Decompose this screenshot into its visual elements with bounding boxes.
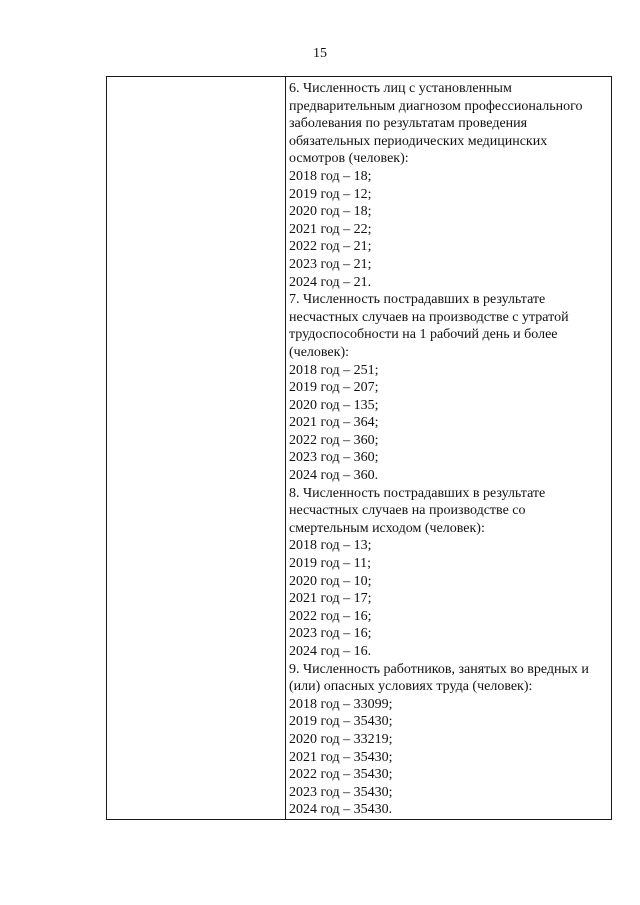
- indicator-heading-line: 6. Численность лиц с установленным: [289, 81, 512, 96]
- indicator-heading-line: заболевания по результатам проведения: [289, 116, 528, 132]
- year-value-line: 2022 год – 16;: [289, 608, 372, 624]
- year-value-line: 2018 год – 13;: [289, 538, 372, 554]
- indicator-block-7: [289, 291, 609, 485]
- year-value-line: 2023 год – 35430;: [289, 784, 393, 800]
- indicator-heading-line: 8. Численность пострадавших в результате: [289, 485, 546, 501]
- indicator-block-9: [289, 661, 609, 819]
- indicator-heading-line: 9. Численность работников, занятых во вредных и: [289, 661, 589, 677]
- indicator-heading-line: осмотров (человек):: [289, 151, 409, 167]
- year-value-line: 2019 год – 35430;: [289, 714, 393, 730]
- year-value-line: 2018 год – 251;: [289, 362, 379, 378]
- year-value-line: 2024 год – 360.: [289, 468, 379, 484]
- empty-left-cell: [107, 77, 286, 820]
- year-value-line: 2019 год – 207;: [289, 380, 379, 396]
- year-value-line: 2020 год – 10;: [289, 573, 372, 589]
- indicator-heading-line: предварительным диагнозом профессионального: [289, 98, 583, 114]
- indicator-heading-line: 7. Численность пострадавших в результате: [289, 292, 546, 308]
- page-number: 15: [313, 46, 327, 61]
- indicators-content: [286, 77, 611, 819]
- table-row: [107, 77, 612, 820]
- year-value-line: 2018 год – 33099;: [289, 696, 393, 712]
- year-value-line: 2020 год – 135;: [289, 397, 379, 413]
- year-value-line: 2022 год – 21;: [289, 239, 372, 255]
- indicator-heading-line: (или) опасных условиях труда (человек):: [289, 679, 533, 695]
- year-value-line: 2023 год – 16;: [289, 626, 372, 642]
- indicator-heading-line: трудоспособности на 1 рабочий день и более: [289, 327, 558, 343]
- indicator-heading-line: (человек):: [289, 344, 349, 360]
- year-value-line: 2024 год – 21.: [289, 274, 372, 290]
- year-value-line: 2020 год – 18;: [289, 204, 372, 220]
- year-value-line: 2024 год – 35430.: [289, 802, 393, 818]
- indicator-heading-line: несчастных случаев на производстве со: [289, 503, 526, 519]
- year-value-line: 2022 год – 360;: [289, 432, 379, 448]
- indicator-heading-line: смертельным исходом (человек):: [289, 520, 485, 536]
- year-value-line: 2021 год – 364;: [289, 415, 379, 431]
- indicator-heading-line: несчастных случаев на производстве с утратой: [289, 309, 569, 325]
- indicator-table: [106, 76, 612, 820]
- year-value-line: 2019 год – 12;: [289, 186, 372, 202]
- year-value-line: 2023 год – 21;: [289, 256, 372, 272]
- year-value-line: 2018 год – 18;: [289, 168, 372, 184]
- year-value-line: 2023 год – 360;: [289, 450, 379, 466]
- indicator-block-6: [289, 80, 609, 291]
- indicator-heading-line: обязательных периодических медицинских: [289, 133, 548, 149]
- indicators-cell: [286, 77, 612, 820]
- year-value-line: 2020 год – 33219;: [289, 731, 393, 747]
- year-value-line: 2021 год – 22;: [289, 221, 372, 237]
- indicator-block-8: [289, 485, 609, 661]
- year-value-line: 2024 год – 16.: [289, 644, 372, 659]
- year-value-line: 2019 год – 11;: [289, 556, 371, 572]
- year-value-line: 2022 год – 35430;: [289, 767, 393, 783]
- year-value-line: 2021 год – 35430;: [289, 749, 393, 765]
- year-value-line: 2021 год – 17;: [289, 591, 372, 607]
